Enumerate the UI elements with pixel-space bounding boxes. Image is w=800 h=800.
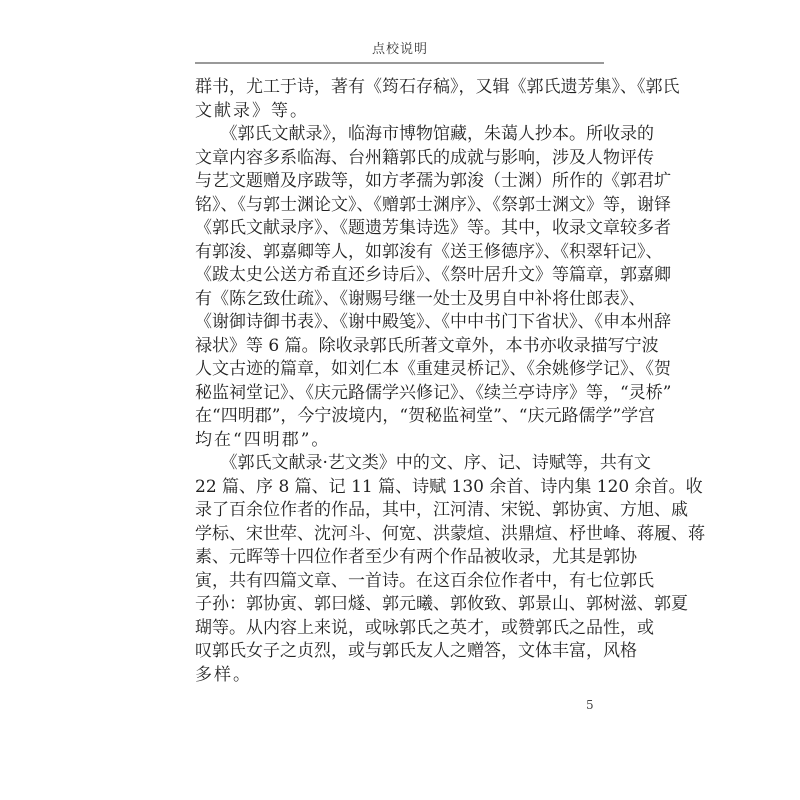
page-number: 5	[586, 698, 594, 712]
text-line: 寅，共有四篇文章、一首诗。在这百余位作者中，有七位郭氏	[195, 570, 654, 591]
text-line: 《郭氏文献录》，临海市博物馆藏，朱蔼人抄本。所收录的	[195, 124, 654, 144]
text-line: 《郭氏文献录序》、《题遗芳集诗选》等。其中，收录文章较多者	[195, 218, 671, 238]
header-rule	[195, 62, 604, 64]
text-line: 在“四明郡”，今宁波境内，“贺秘监祠堂”、“庆元路儒学”学宫	[195, 406, 656, 426]
text-line: 多样。	[195, 664, 252, 685]
text-line: 素、元晖等十四位作者至少有两个作品被收录，尤其是郭协	[195, 547, 637, 567]
text-line: 叹郭氏女子之贞烈，或与郭氏友人之赠答，文体丰富，风格	[195, 641, 637, 661]
text-line: 有《陈乞致仕疏》、《谢赐号继一处士及男自中补将仕郎表》、	[195, 288, 646, 309]
text-line: 文献录》等。	[195, 100, 309, 121]
text-line: 均在“四明郡”。	[195, 429, 331, 450]
text-line: 录了百余位作者的作品，其中，江河清、宋锐、郭协寅、方旭、戚	[195, 500, 688, 520]
text-line: 与艺文题赠及序跋等，如方孝孺为郭浚（士渊）所作的《郭君圹	[195, 171, 671, 191]
body-text	[195, 76, 705, 687]
text-line: 《谢御诗御书表》、《谢中殿笺》、《中中书门下省状》、《申本州辞	[195, 312, 671, 332]
text-line: 22 篇、序 8 篇、记 11 篇、诗赋 130 余首、诗内集 120 余首。收	[195, 476, 703, 497]
text-line: 有郭浚、郭嘉卿等人，如郭浚有《送王修德序》、《积翠轩记》、	[195, 241, 663, 262]
text-line: 《郭氏文献录·艺文类》中的文、序、记、诗赋等，共有文	[195, 453, 651, 473]
text-line: 禄状》等 6 篇。除收录郭氏所著文章外，本书亦收录描写宁波	[195, 335, 659, 356]
text-line: 文章内容多系临海、台州籍郭氏的成就与影响，涉及人物评传	[195, 147, 654, 168]
text-line: 《跋太史公送方希直还乡诗后》、《祭叶居升文》等篇章，郭嘉卿	[195, 265, 671, 285]
text-line: 秘监祠堂记》、《庆元路儒学兴修记》、《续兰亭诗序》等，“灵桥”	[195, 382, 672, 403]
text-line: 子孙：郭协寅、郭曰燧、郭元曦、郭攸致、郭景山、郭树滋、郭夏	[195, 594, 688, 614]
text-line: 学标、宋世荦、沈河斗、何宽、洪蒙煊、洪鼎煊、杼世峰、蒋履、蒋	[195, 523, 705, 544]
text-line: 群书，尤工于诗，著有《筠石存稿》，又辑《郭氏遗芳集》、《郭氏	[195, 77, 680, 97]
text-line: 瑚等。从内容上来说，或咏郭氏之英才，或赞郭氏之品性，或	[195, 617, 654, 638]
running-header: 点校说明	[371, 42, 428, 57]
text-line: 铭》、《与郭士渊论文》、《赠郭士渊序》、《祭郭士渊文》等，谢铎	[195, 194, 671, 215]
text-line: 人文古迹的篇章，如刘仁本《重建灵桥记》、《余姚修学记》、《贺	[195, 359, 671, 379]
